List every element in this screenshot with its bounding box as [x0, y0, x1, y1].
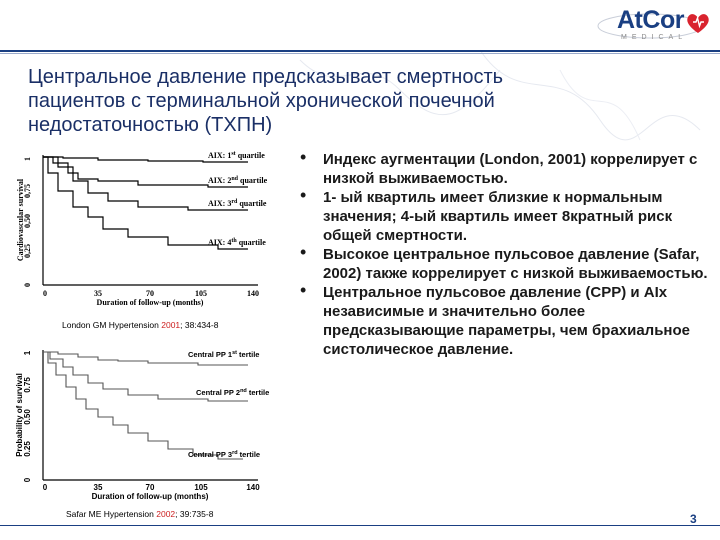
title-line: пациентов с терминальной хронической почечной	[28, 90, 495, 112]
figure-cpp-survival	[15, 345, 288, 505]
svg-text:Central PP 1st tertile: Central PP 1st tertile	[188, 350, 260, 359]
fig1-xtick: 70	[146, 289, 154, 298]
fig2-curves	[43, 352, 248, 459]
fig1-legend	[208, 151, 268, 247]
svg-text:AIX: 4th quartile: AIX: 4th quartile	[208, 238, 266, 247]
fig1-ytick: 0,25	[23, 244, 32, 258]
header-rule-thin	[0, 53, 720, 54]
svg-text:0: 0	[23, 477, 32, 483]
fig1-ylabel: Cardiovascular survival	[16, 178, 25, 262]
fig2-ylabel: Probability of survival	[15, 373, 24, 457]
title-line: недостаточностью (ТХПН)	[28, 114, 273, 136]
svg-text:0.50: 0.50	[23, 409, 32, 425]
fig2-axes	[43, 350, 261, 480]
svg-text:105: 105	[194, 483, 208, 492]
logo-subtitle: MEDICAL	[621, 34, 688, 41]
fig2-legend	[188, 350, 269, 459]
heart-icon	[684, 9, 712, 37]
svg-text:0: 0	[42, 483, 48, 492]
bullet-icon: •	[300, 280, 307, 300]
svg-text:AIX: 1st quartile: AIX: 1st quartile	[208, 151, 265, 160]
svg-text:1: 1	[23, 350, 32, 356]
fig1-ytick: 0,50	[23, 214, 32, 228]
svg-text:Central PP 2nd tertile: Central PP 2nd tertile	[196, 388, 270, 397]
svg-text:35: 35	[93, 483, 103, 492]
svg-text:AIX: 2nd quartile: AIX: 2nd quartile	[208, 176, 268, 185]
bullet-icon: •	[300, 147, 307, 167]
svg-text:Central PP 3rd tertile: Central PP 3rd tertile	[188, 450, 261, 459]
fig1-ytick: 1	[23, 157, 32, 161]
fig1-ytick: 0,75	[23, 184, 32, 198]
bullet-item: • Центральное пульсовое давление (СРР) и AIx независимые и значительно более предсказывающие параметры, чем брахиальное систолическое давление.	[300, 280, 691, 358]
bullet-icon: •	[300, 242, 307, 262]
citation-safar: Safar ME Hypertension 2002; 39:735-8	[66, 509, 214, 519]
svg-text:70: 70	[145, 483, 155, 492]
footer-rule	[0, 525, 720, 526]
fig2-yticks	[23, 350, 32, 482]
fig1-xtick: 35	[94, 289, 102, 298]
atcor-logo	[595, 6, 717, 44]
bullet-item: • 1- ый квартиль имеет близкие к нормальным значения; 4-ый квартиль имеет 8кратный риск общей смертности.	[300, 185, 673, 244]
fig1-axes	[43, 155, 258, 285]
bullet-item: • Индекс аугментации (London, 2001) коррелирует с низкой выживаемостью.	[300, 147, 698, 187]
svg-text:0.25: 0.25	[23, 441, 32, 457]
fig2-xlabel: Duration of follow-up (months)	[91, 492, 209, 501]
fig1-xticks	[43, 289, 259, 298]
bullet-item: • Высокое центральное пульсовое давление (Safar, 2002) также коррелирует с низкой выживаемостью.	[300, 242, 708, 282]
slide-title	[28, 65, 628, 137]
logo-brand: AtCor	[617, 6, 684, 34]
fig2-xticks	[43, 483, 260, 492]
key-points-list	[300, 147, 710, 359]
title-line: Центральное давление предсказывает смертность	[28, 66, 504, 88]
bullet-icon: •	[300, 185, 307, 205]
fig1-ytick: 0	[23, 283, 32, 287]
figure-aix-survival	[18, 145, 288, 315]
page-number: 3	[690, 512, 697, 526]
svg-text:140: 140	[246, 483, 260, 492]
fig1-xlabel: Duration of follow-up (months)	[96, 298, 204, 307]
fig1-xtick: 140	[247, 289, 259, 298]
fig1-xtick: 0	[43, 289, 47, 298]
header-rule	[0, 50, 720, 52]
citation-london: London GM Hypertension 2001; 38:434-8	[62, 320, 219, 330]
svg-text:0.75: 0.75	[23, 377, 32, 393]
svg-text:AIX: 3rd quartile: AIX: 3rd quartile	[208, 199, 267, 208]
fig1-xtick: 105	[195, 289, 207, 298]
